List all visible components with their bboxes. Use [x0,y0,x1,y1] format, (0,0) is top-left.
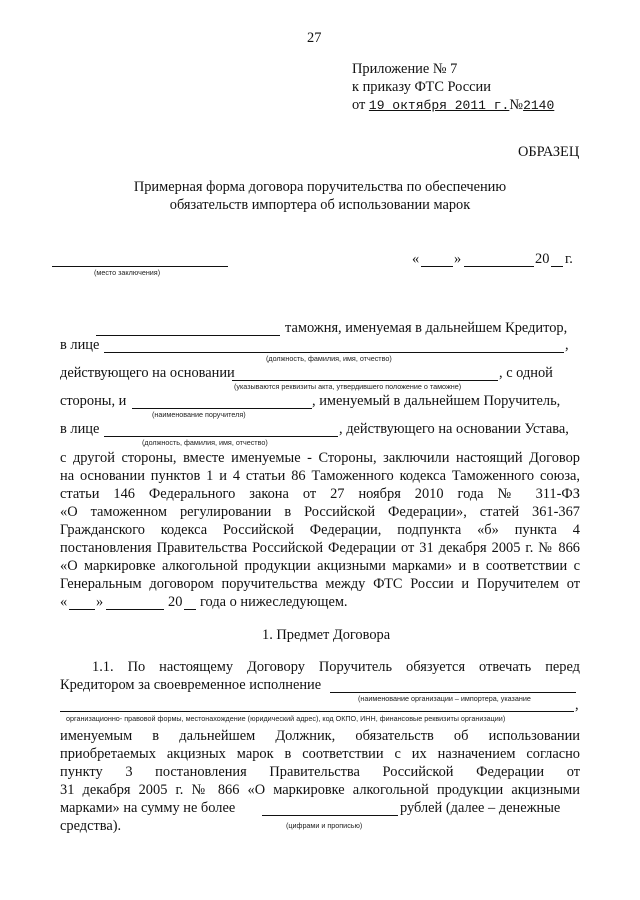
intro-line-2-prefix: в лице [60,337,100,353]
clause-1-1-line-1: 1.1. По настоящему Договору Поручитель обязуется отвечать перед [92,659,580,675]
clause-sum-suffix: рублей (далее – денежные [400,800,561,816]
body-line: с другой стороны, вместе именуемые - Стороны, заключили настоящий Договор [60,450,580,466]
guarantor-rep-blank [104,436,338,437]
date-year-suffix: г. [565,251,573,267]
intro-line-3-suffix: , с одной [499,365,553,381]
form-title-line-1: Примерная форма договора поручительства по обеспечению [133,179,507,195]
body-line: Генеральным договором поручительства между ФТС России и Поручителем от [60,576,580,592]
customs-name-blank [96,335,280,336]
intro-line-4-prefix: стороны, и [60,393,127,409]
body-line: постановления Правительства Российской Федерации от 31 декабря 2005 г. № 866 [60,540,580,556]
date-month-blank [464,266,534,267]
creditor-basis-blank [232,380,498,381]
body-line: «О таможенном регулировании в Российской Федерации», статей 361-367 [60,504,580,520]
sample-label: ОБРАЗЕЦ [518,144,580,160]
guarantor-rep-hint: (должность, фамилия, имя, отчество) [142,438,268,447]
intro-line-3-prefix: действующего на основании [60,365,235,381]
sum-blank [262,815,398,816]
creditor-basis-hint: (указываются реквизиты акта, утвердившего положение о таможне) [234,382,462,391]
debtor-details-suffix: , [575,697,579,713]
creditor-rep-hint: (должность, фамилия, имя, отчество) [266,354,392,363]
number-prefix: № [509,97,524,113]
agreement-year-prefix: 20 [168,594,183,610]
date-open-quote: « [412,251,420,267]
appendix-date-line [352,97,554,114]
date-prefix: от [352,97,366,113]
agreement-day-blank [69,609,95,610]
clause-1-1-line-2-prefix: Кредитором за своевременное исполнение [60,677,322,693]
order-date: 19 октября 2011 г. [368,98,510,113]
clause-line: приобретаемых акцизных марок в соответствии с их назначением согласно [60,746,580,762]
clause-sum-prefix: марками» на сумму не более [60,800,236,816]
page-number: 27 [307,30,322,46]
debtor-name-blank [330,692,576,693]
date-close-quote: » [454,251,462,267]
intro-line-5-suffix: , действующего на основании Устава, [339,421,569,437]
form-title-line-2: обязательств импортера об использовании марок [169,197,471,213]
date-day-blank [421,266,453,267]
clause-line: 31 декабря 2005 г. № 866 «О маркировке алкогольной продукции акцизными [60,782,580,798]
intro-line-1: таможня, именуемая в дальнейшем Кредитор, [285,320,568,336]
intro-line-5-prefix: в лице [60,421,100,437]
body-line: статьи 146 Федерального закона от 27 ноября 2010 года № 311-ФЗ [60,486,580,502]
debtor-name-hint: (наименование организации – импортера, указание [358,694,531,703]
date-year-blank [551,266,563,267]
appendix-order-ref: к приказу ФТС России [352,79,491,95]
place-hint: (место заключения) [94,268,161,277]
intro-line-4-suffix: , именуемый в дальнейшем Поручитель, [312,393,561,409]
order-number: 2140 [523,98,555,113]
sum-hint: (цифрами и прописью) [286,821,363,830]
section-1-title: 1. Предмет Договора [262,627,391,643]
debtor-details-blank [60,711,574,712]
intro-line-2-suffix: , [565,337,569,353]
clause-last-line: средства). [60,818,122,834]
agreement-month-blank [106,609,164,610]
clause-line: именуемым в дальнейшем Должник, обязательств об использовании [60,728,580,744]
body-line: Гражданского кодекса Российской Федерации, подпункта «б» пункта 4 [60,522,580,538]
clause-line: пункту 3 постановления Правительства Российской Федерации от [60,764,580,780]
debtor-details-hint: организационно- правовой формы, местонахождение (юридический адрес), код ОКПО, ИНН, финансовые реквизиты организации) [66,714,506,723]
guarantor-name-hint: (наименование поручителя) [152,410,246,419]
agreement-year-blank [184,609,196,610]
agreement-date-close-quote: » [96,594,104,610]
body-line: на основании пунктов 1 и 4 статьи 86 Таможенного кодекса Таможенного союза, [60,468,580,484]
guarantor-name-blank [132,408,312,409]
agreement-year-suffix: года о нижеследующем. [200,594,348,610]
appendix-title: Приложение № 7 [352,61,458,77]
agreement-date-open-quote: « [60,594,68,610]
creditor-rep-blank [104,352,564,353]
date-year-prefix: 20 [535,251,550,267]
body-line: «О маркировке алкогольной продукции акцизными марками» и в соответствии с [60,558,580,574]
place-blank [52,266,228,267]
